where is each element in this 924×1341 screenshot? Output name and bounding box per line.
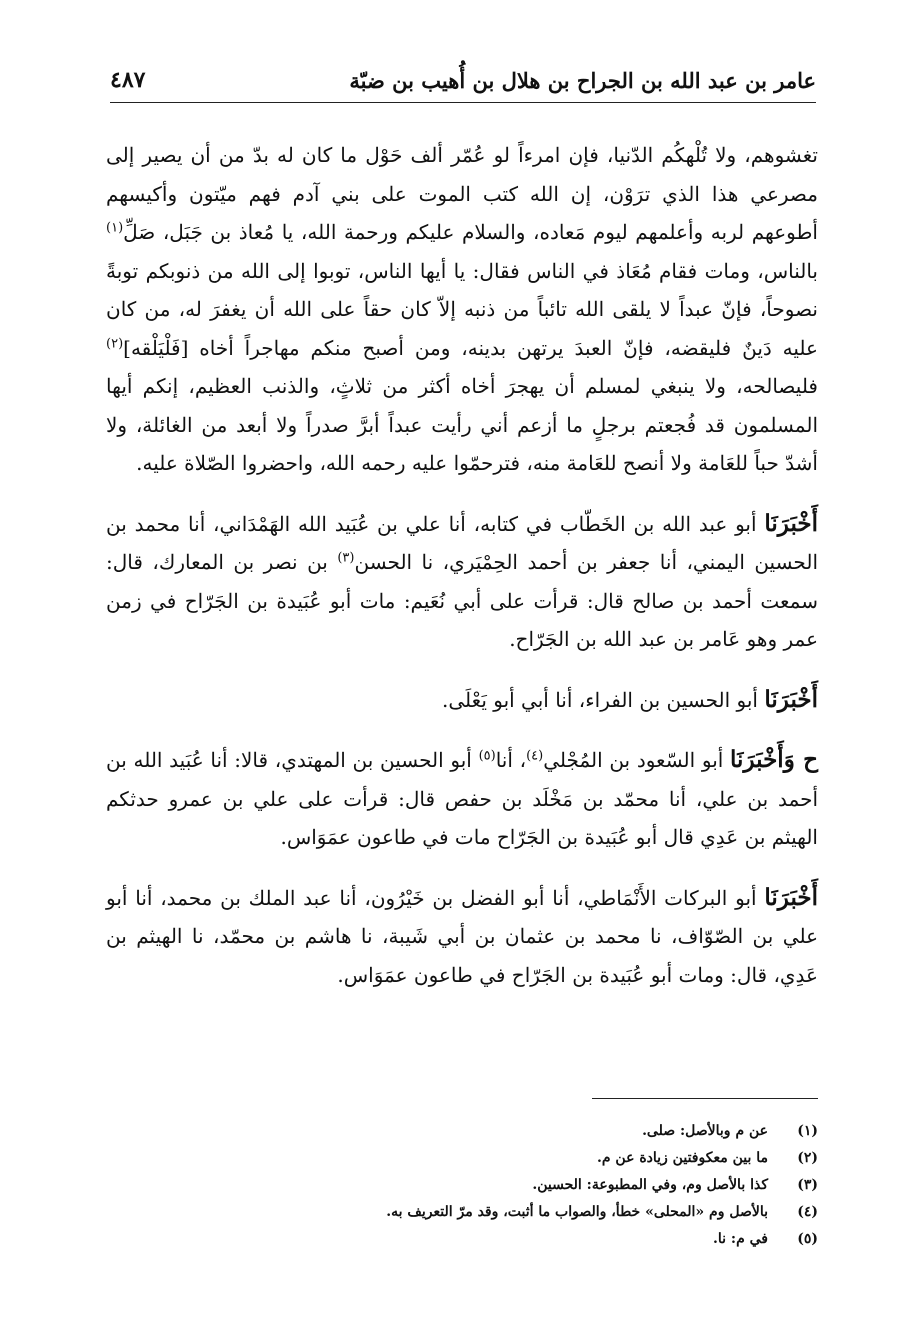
footnote — [106, 1172, 818, 1199]
footnote — [106, 1226, 818, 1253]
isnad-keyword: أَخْبَرَنَا — [764, 883, 818, 911]
footnote-ref-1: (١) — [106, 220, 124, 236]
footnote-number: (٥) — [797, 1231, 818, 1247]
running-title: عامر بن عبد الله بن الجراح بن هلال بن أُهيب بن ضبّة — [349, 67, 816, 93]
page-header — [110, 58, 816, 103]
footnote-ref-4: (٤) — [526, 748, 544, 764]
footnote-number: (٢) — [797, 1150, 818, 1166]
footnote-text: عن م وبالأصل: صلى. — [642, 1123, 768, 1139]
footnote-text: ما بين معكوفتين زيادة عن م. — [597, 1150, 768, 1166]
page-number: ٤٨٧ — [110, 67, 146, 93]
paragraph-text: أبو عبد الله بن الخَطّاب في كتابه، أنا علي بن عُبَيد الله الهَمْدَاني، أنا محمد بن الحسين اليمني، أنا جعفر بن أحمد الحِمْيَري، نا الحسن — [106, 511, 818, 574]
footnote-ref-5: (٥) — [478, 748, 496, 764]
paragraph-text: أبو الحسين بن المهتدي، قالا: أنا عُبَيد الله بن أحمد بن علي، أنا محمّد بن مَخْلَد بن حفص قال: قرأت على علي بن عمرو حدثكم الهيثم بن عَدِي قال أبو عُبَيدة بن الجَرّاح مات في طاعون عمَوَاس. — [106, 748, 818, 849]
paragraph-text: ، أنا — [495, 748, 527, 772]
isnad-keyword: ح وَأَخْبَرَنَا — [730, 746, 818, 773]
isnad-keyword: أَخْبَرَنَا — [764, 685, 818, 713]
footnote-divider — [592, 1098, 818, 1099]
footnote-number: (٣) — [797, 1177, 818, 1193]
main-text — [106, 136, 818, 1016]
paragraph-1 — [106, 136, 818, 483]
footnote — [106, 1199, 818, 1226]
paragraph-3 — [106, 681, 818, 720]
footnote — [106, 1145, 818, 1172]
footnote-number: (١) — [797, 1123, 818, 1139]
footnote-text: في م: نا. — [713, 1231, 768, 1247]
footnotes — [106, 1118, 818, 1253]
footnote-text: بالأصل وم «المحلى» خطأ، والصواب ما أثبت، وقد مرّ التعريف به. — [386, 1204, 768, 1220]
paragraph-4 — [106, 741, 818, 857]
paragraph-text: أبو الحسين بن الفراء، أنا أبي أبو يَعْلَى. — [442, 687, 765, 712]
footnote-ref-2: (٢) — [106, 335, 124, 351]
paragraph-text: فليصالحه، ولا ينبغي لمسلم أن يهجرَ أخاه أكثر من ثلاثٍ، والذنب العظيم، إنكم أيها المسلمون قد فُجعتم برجلٍ ما أزعم أني رأيت عبداً أبرَّ صدراً ولا أبعد من الغائلة، ولا أشدّ حباً للعَامة ولا أنصح للعَامة منه، فترحمّوا عليه رحمه الله، واحضروا الصّلاة عليه. — [106, 374, 819, 475]
footnote-ref-3: (٣) — [337, 550, 355, 566]
paragraph-2 — [106, 505, 818, 659]
paragraph-text: أبو السّعود بن المُجْلي — [543, 748, 731, 772]
paragraph-text: بن نصر بن المعارك، قال: سمعت أحمد بن صالح قال: قرأت على أبي نُعَيم: مات أبو عُبَيدة بن الجَرّاح في زمن عمر وهو عَامر بن عبد الله بن الجَرّاح. — [106, 550, 818, 651]
paragraph-text: بالناس، ومات فقام مُعَاذ في الناس فقال: يا أيها الناس، توبوا إلى الله من ذنوبكم توبةً نصوحاً، فإنّ عبداً لا يلقى الله تائباً من ذنبه إلاّ كان حقاً على الله أن يغفرَ له، من كان عليه دَينٌ فليقضه، فإنّ العبدَ يرتهن بدينه، ومن أصبح منكم مهاجراً أخاه [فَلْيَلْقه] — [106, 258, 818, 360]
footnote-text: كذا بالأصل وم، وفي المطبوعة: الحسين. — [532, 1177, 768, 1193]
footnote-number: (٤) — [797, 1204, 818, 1220]
paragraph-text: تغشوهم، ولا تُلْهكُم الدّنيا، فإن امرءاً لو عُمّر ألف حَوْل ما كان له بدّ من أن يصير إلى مصرعي هذا الذي ترَوْن، إن الله كتب الموت على بني آدم فهم ميّتون وأكيسهم أطوعهم لربه وأعلمهم ليوم مَعاده، والسلام عليكم ورحمة الله، يا مُعاذ بن جَبَل، صَلِّ — [106, 143, 818, 244]
paragraph-5 — [106, 879, 818, 995]
footnote — [106, 1118, 818, 1145]
paragraph-text: أبو البركات الأَنْمَاطي، أنا أبو الفضل بن خَيْرُون، أنا عبد الملك بن محمد، أنا أبو علي بن الصّوّاف، نا محمد بن عثمان بن أبي شَيبة، نا هاشم بن محمّد، نا الهيثم بن عَدِي، قال: ومات أبو عُبَيدة بن الجَرّاح في طاعون عمَوَاس. — [106, 885, 818, 987]
isnad-keyword: أَخْبَرَنَا — [764, 509, 818, 537]
